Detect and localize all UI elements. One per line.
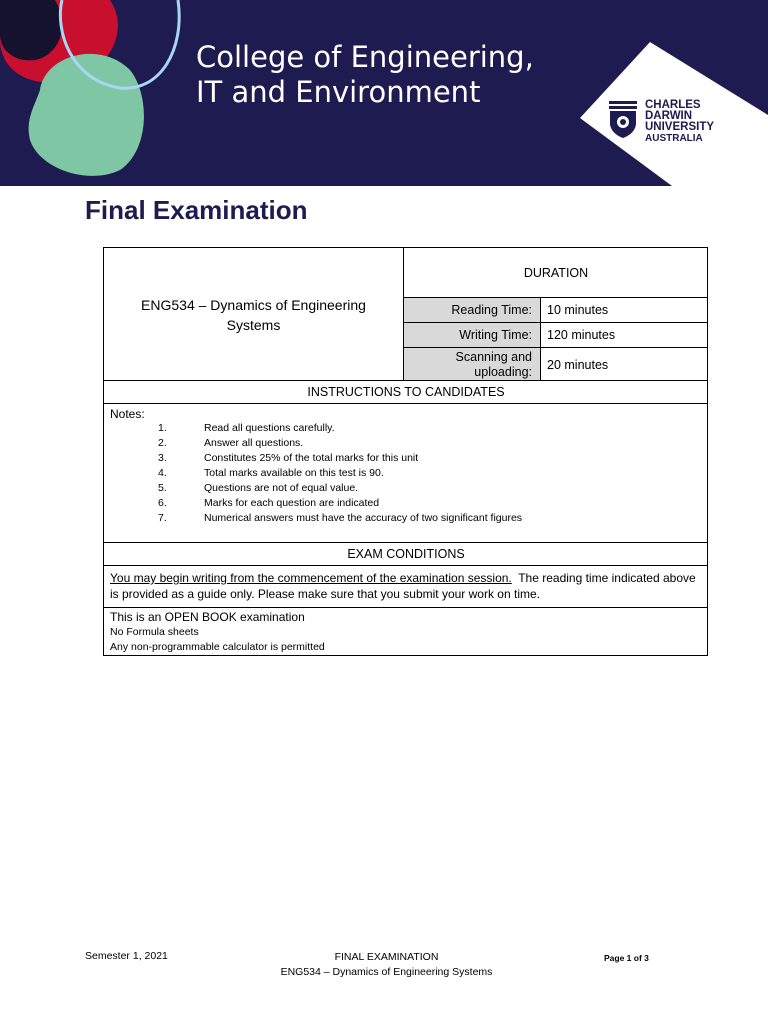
college-line-1: College of Engineering, — [196, 40, 534, 74]
scanning-number: 20 — [547, 357, 561, 372]
notes-section — [104, 405, 708, 542]
note-item — [110, 421, 702, 436]
reading-time-unit: minutes — [564, 303, 609, 317]
note-item — [110, 511, 702, 526]
note-item — [110, 436, 702, 451]
exam-conditions-header: EXAM CONDITIONS — [104, 542, 708, 566]
calculator-text: Any non-programmable calculator is permitted — [110, 641, 325, 653]
page-title: Final Examination — [85, 195, 308, 225]
footer-exam: FINAL EXAMINATION — [334, 951, 439, 963]
writing-time-value — [541, 323, 708, 348]
note-text: Numerical answers must have the accuracy of two significant figures — [204, 512, 523, 524]
note-text: Total marks available on this test is 90. — [204, 467, 384, 479]
scanning-value — [541, 348, 708, 381]
note-item — [110, 451, 702, 466]
note-number: 3. — [158, 452, 167, 464]
exam-conditions-text — [104, 567, 708, 608]
note-number: 5. — [158, 482, 167, 494]
note-item — [110, 481, 702, 496]
reading-time-label: Reading Time: — [404, 298, 541, 323]
notes-label: Notes: — [110, 407, 145, 421]
footer-center — [240, 950, 533, 980]
university-crest-icon — [609, 101, 639, 139]
conditions-underlined: You may begin writing from the commencement of the examination session. — [110, 571, 512, 585]
header-banner — [0, 0, 768, 186]
note-text: Questions are not of equal value. — [204, 482, 359, 494]
note-number: 4. — [158, 467, 167, 479]
note-number: 1. — [158, 422, 167, 434]
open-book-text: This is an OPEN BOOK examination — [110, 610, 305, 624]
writing-time-label: Writing Time: — [404, 323, 541, 348]
reading-time-value — [541, 298, 708, 323]
note-item — [110, 466, 702, 481]
exam-info-table — [103, 247, 708, 656]
writing-time-number: 120 — [547, 328, 568, 342]
note-number: 7. — [158, 512, 167, 524]
university-logo — [645, 100, 714, 144]
course-title: ENG534 – Dynamics of Engineering Systems — [104, 248, 404, 381]
scanning-label: Scanning and uploading: — [404, 348, 541, 381]
footer-semester: Semester 1, 2021 — [85, 950, 168, 962]
note-text: Read all questions carefully. — [204, 422, 335, 434]
scanning-unit: minutes — [564, 357, 609, 372]
instructions-header: INSTRUCTIONS TO CANDIDATES — [104, 380, 708, 404]
note-number: 2. — [158, 437, 167, 449]
college-line-2: IT and Environment — [196, 75, 481, 109]
reading-time-number: 10 — [547, 303, 561, 317]
writing-time-unit: minutes — [571, 328, 616, 342]
conditions-rest: The reading time indicated above is provided as a guide only. Please make sure that you submit your work on time. — [110, 571, 696, 601]
footer-course: ENG534 – Dynamics of Engineering Systems — [280, 966, 493, 978]
logo-line-1: CHARLES — [645, 99, 701, 111]
logo-line-4: AUSTRALIA — [645, 133, 703, 144]
open-book-section — [104, 608, 708, 656]
note-text: Constitutes 25% of the total marks for this unit — [204, 452, 419, 464]
note-item — [110, 496, 702, 511]
logo-line-2: DARWIN — [645, 110, 693, 122]
notes-list — [110, 421, 702, 526]
note-text: Marks for each question are indicated — [204, 497, 380, 509]
formula-sheet-text: No Formula sheets — [110, 626, 199, 638]
logo-line-3: UNIVERSITY — [645, 121, 715, 133]
note-number: 6. — [158, 497, 167, 509]
college-name — [196, 40, 534, 110]
footer-page-number: Page 1 of 3 — [604, 953, 649, 963]
duration-header: DURATION — [404, 248, 708, 298]
note-text: Answer all questions. — [204, 437, 304, 449]
